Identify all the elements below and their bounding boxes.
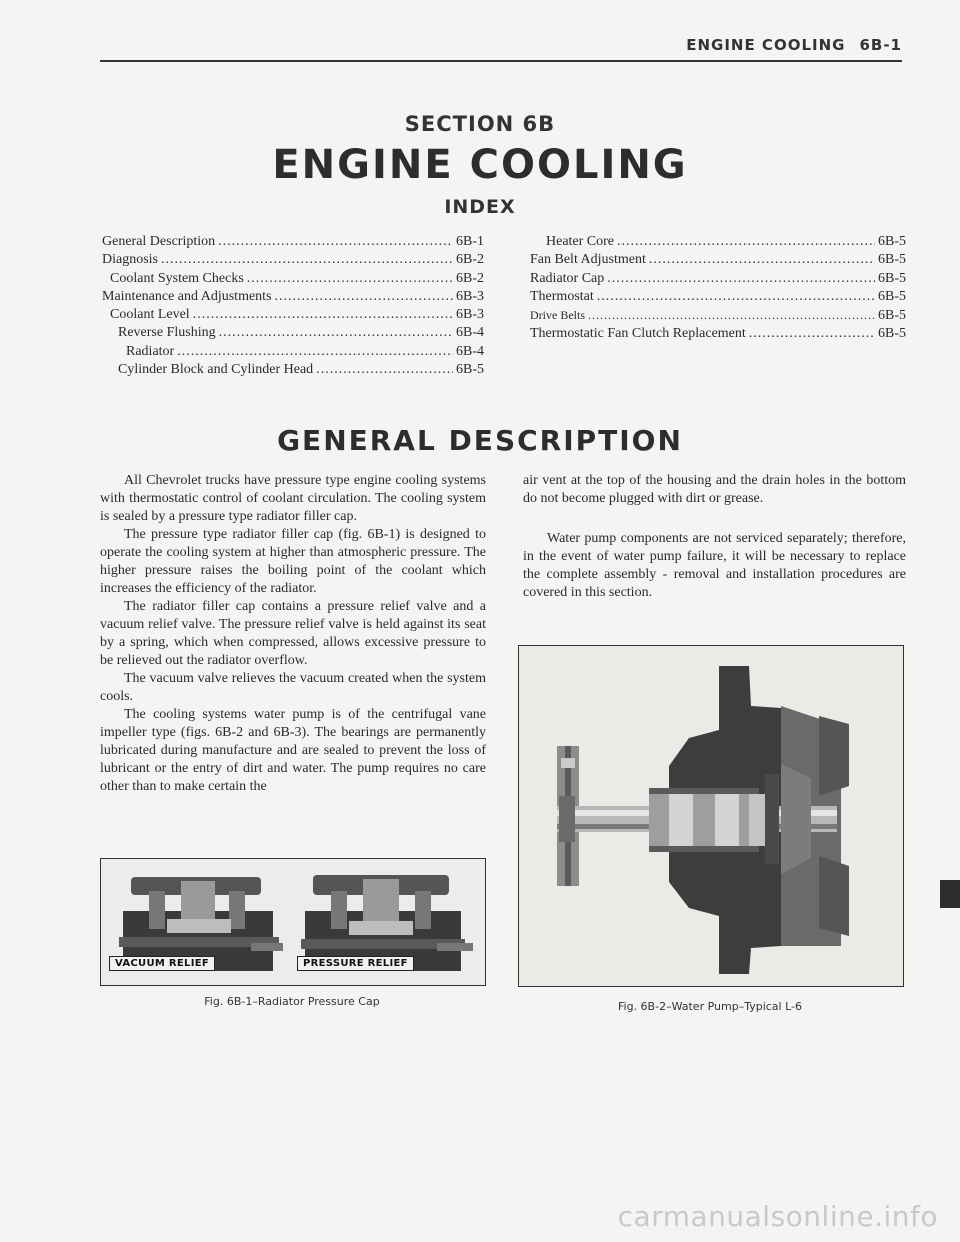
index-entry[interactable] [102,361,484,379]
index-entry[interactable] [102,288,484,306]
index-entry-page: 6B-2 [456,252,484,268]
index-entry-label: Coolant System Checks [110,270,244,286]
body-right-column [523,472,906,624]
section-label: SECTION 6B [404,112,556,136]
body-paragraph: The cooling systems water pump is of the centrifugal vane impeller type (figs. 6B-2 and 6B-3). The bearings are permanently lubricated during manufacture and are sealed to prevent the loss of lubricant or the entry of dirt and water. The pump requires no care other than to make certain the [100,707,486,794]
index-entry[interactable] [530,270,906,288]
index-entry[interactable] [102,251,484,269]
index-entry[interactable] [102,270,484,288]
running-head [686,36,902,54]
leader-dots [219,324,453,342]
index-entry[interactable] [530,288,906,306]
index-entry-page: 6B-3 [456,307,484,323]
index-entry-label: Coolant Level [110,307,190,323]
leader-dots [588,306,875,324]
section-tab-marker [940,880,960,908]
index-entry-label: Thermostat [530,288,594,304]
body-paragraph: Water pump components are not serviced separately; therefore, in the event of water pump failure, it will be necessary to replace the complete assembly - removal and installation procedures are covered in this section. [523,531,906,600]
body-paragraph: air vent at the top of the housing and the drain holes in the bottom do not become plugged with dirt or grease. [523,473,906,506]
index-entry-page: 6B-4 [456,343,484,359]
leader-dots [247,270,453,288]
index-entry[interactable] [530,233,906,251]
index-heading: INDEX [444,196,516,218]
leader-dots [617,233,875,251]
index-entry-label: Maintenance and Adjustments [102,288,272,304]
index-entry-page: 6B-1 [456,234,484,249]
leader-dots [316,361,453,379]
index-entry-label: Thermostatic Fan Clutch Replacement [530,326,746,342]
leader-dots [275,288,453,306]
index-entry-label: Fan Belt Adjustment [530,252,646,268]
leader-dots [161,251,453,269]
pressure-relief-label: PRESSURE RELIEF [297,956,414,971]
index-entry[interactable] [530,251,906,269]
figure-caption: Fig. 6B-1–Radiator Pressure Cap [204,995,380,1008]
index-entry-page: 6B-5 [878,288,906,304]
index-entry-label: General Description [102,234,216,249]
radiator-cap-figure [100,858,486,986]
index-entry-page: 6B-2 [456,270,484,286]
general-description-heading: GENERAL DESCRIPTION [277,424,683,457]
header-rule [100,60,902,62]
leader-dots [749,325,875,343]
index-entry[interactable] [102,306,484,324]
index-entry[interactable] [530,306,906,325]
leader-dots [193,306,453,324]
index-entry-page: 6B-5 [456,362,484,378]
index-entry-page: 6B-5 [878,308,906,324]
leader-dots [597,288,875,306]
index-entry-label: Diagnosis [102,252,158,268]
leader-dots [218,233,453,251]
index-entry[interactable] [102,343,484,361]
index-right-column [530,233,906,344]
index-entry-page: 6B-5 [878,270,906,286]
body-left-column [100,472,486,796]
leader-dots [649,251,875,269]
index-entry[interactable] [102,233,484,251]
body-paragraph: The vacuum valve relieves the vacuum created when the system cools. [100,671,486,704]
running-head-page: 6B-1 [859,36,902,54]
vacuum-relief-label: VACUUM RELIEF [109,956,215,971]
index-entry-label: Heater Core [546,234,615,249]
leader-dots [177,343,453,361]
leader-dots [607,270,875,288]
body-paragraph: All Chevrolet trucks have pressure type engine cooling systems with thermostatic control of coolant circulation. The cooling system is sealed by a pressure type radiator filler cap. [100,473,486,524]
index-entry-label: Reverse Flushing [118,325,216,341]
figure-caption: Fig. 6B-2–Water Pump–Typical L-6 [618,1000,802,1013]
index-entry-page: 6B-4 [456,325,484,341]
index-entry-label: Cylinder Block and Cylinder Head [118,362,314,378]
running-head-title: ENGINE COOLING [686,36,846,54]
water-pump-illustration [519,646,903,986]
body-paragraph: The radiator filler cap contains a pressure relief valve and a vacuum relief valve. The pressure relief valve is held against its seat by a spring, which when compressed, allows excessive pressure to be relieved out the radiator overflow. [100,599,486,668]
index-entry-page: 6B-3 [456,288,484,304]
index-entry-label: Drive Belts [530,308,585,323]
page-title: ENGINE COOLING [272,142,688,188]
index-entry-page: 6B-5 [878,234,906,249]
index-entry-page: 6B-5 [878,326,906,342]
index-entry[interactable] [530,325,906,343]
index-entry[interactable] [102,324,484,342]
water-pump-figure [518,645,904,987]
index-entry-label: Radiator Cap [530,270,605,286]
index-entry-label: Radiator [126,343,175,359]
body-paragraph: The pressure type radiator filler cap (fig. 6B-1) is designed to operate the cooling system at higher than atmospheric pressure. The higher pressure raises the boiling point of the coolant which increases the efficiency of the radiator. [100,527,486,596]
index-entry-page: 6B-5 [878,252,906,268]
index-left-column [102,233,484,379]
watermark: carmanualsonline.info [617,1200,938,1233]
